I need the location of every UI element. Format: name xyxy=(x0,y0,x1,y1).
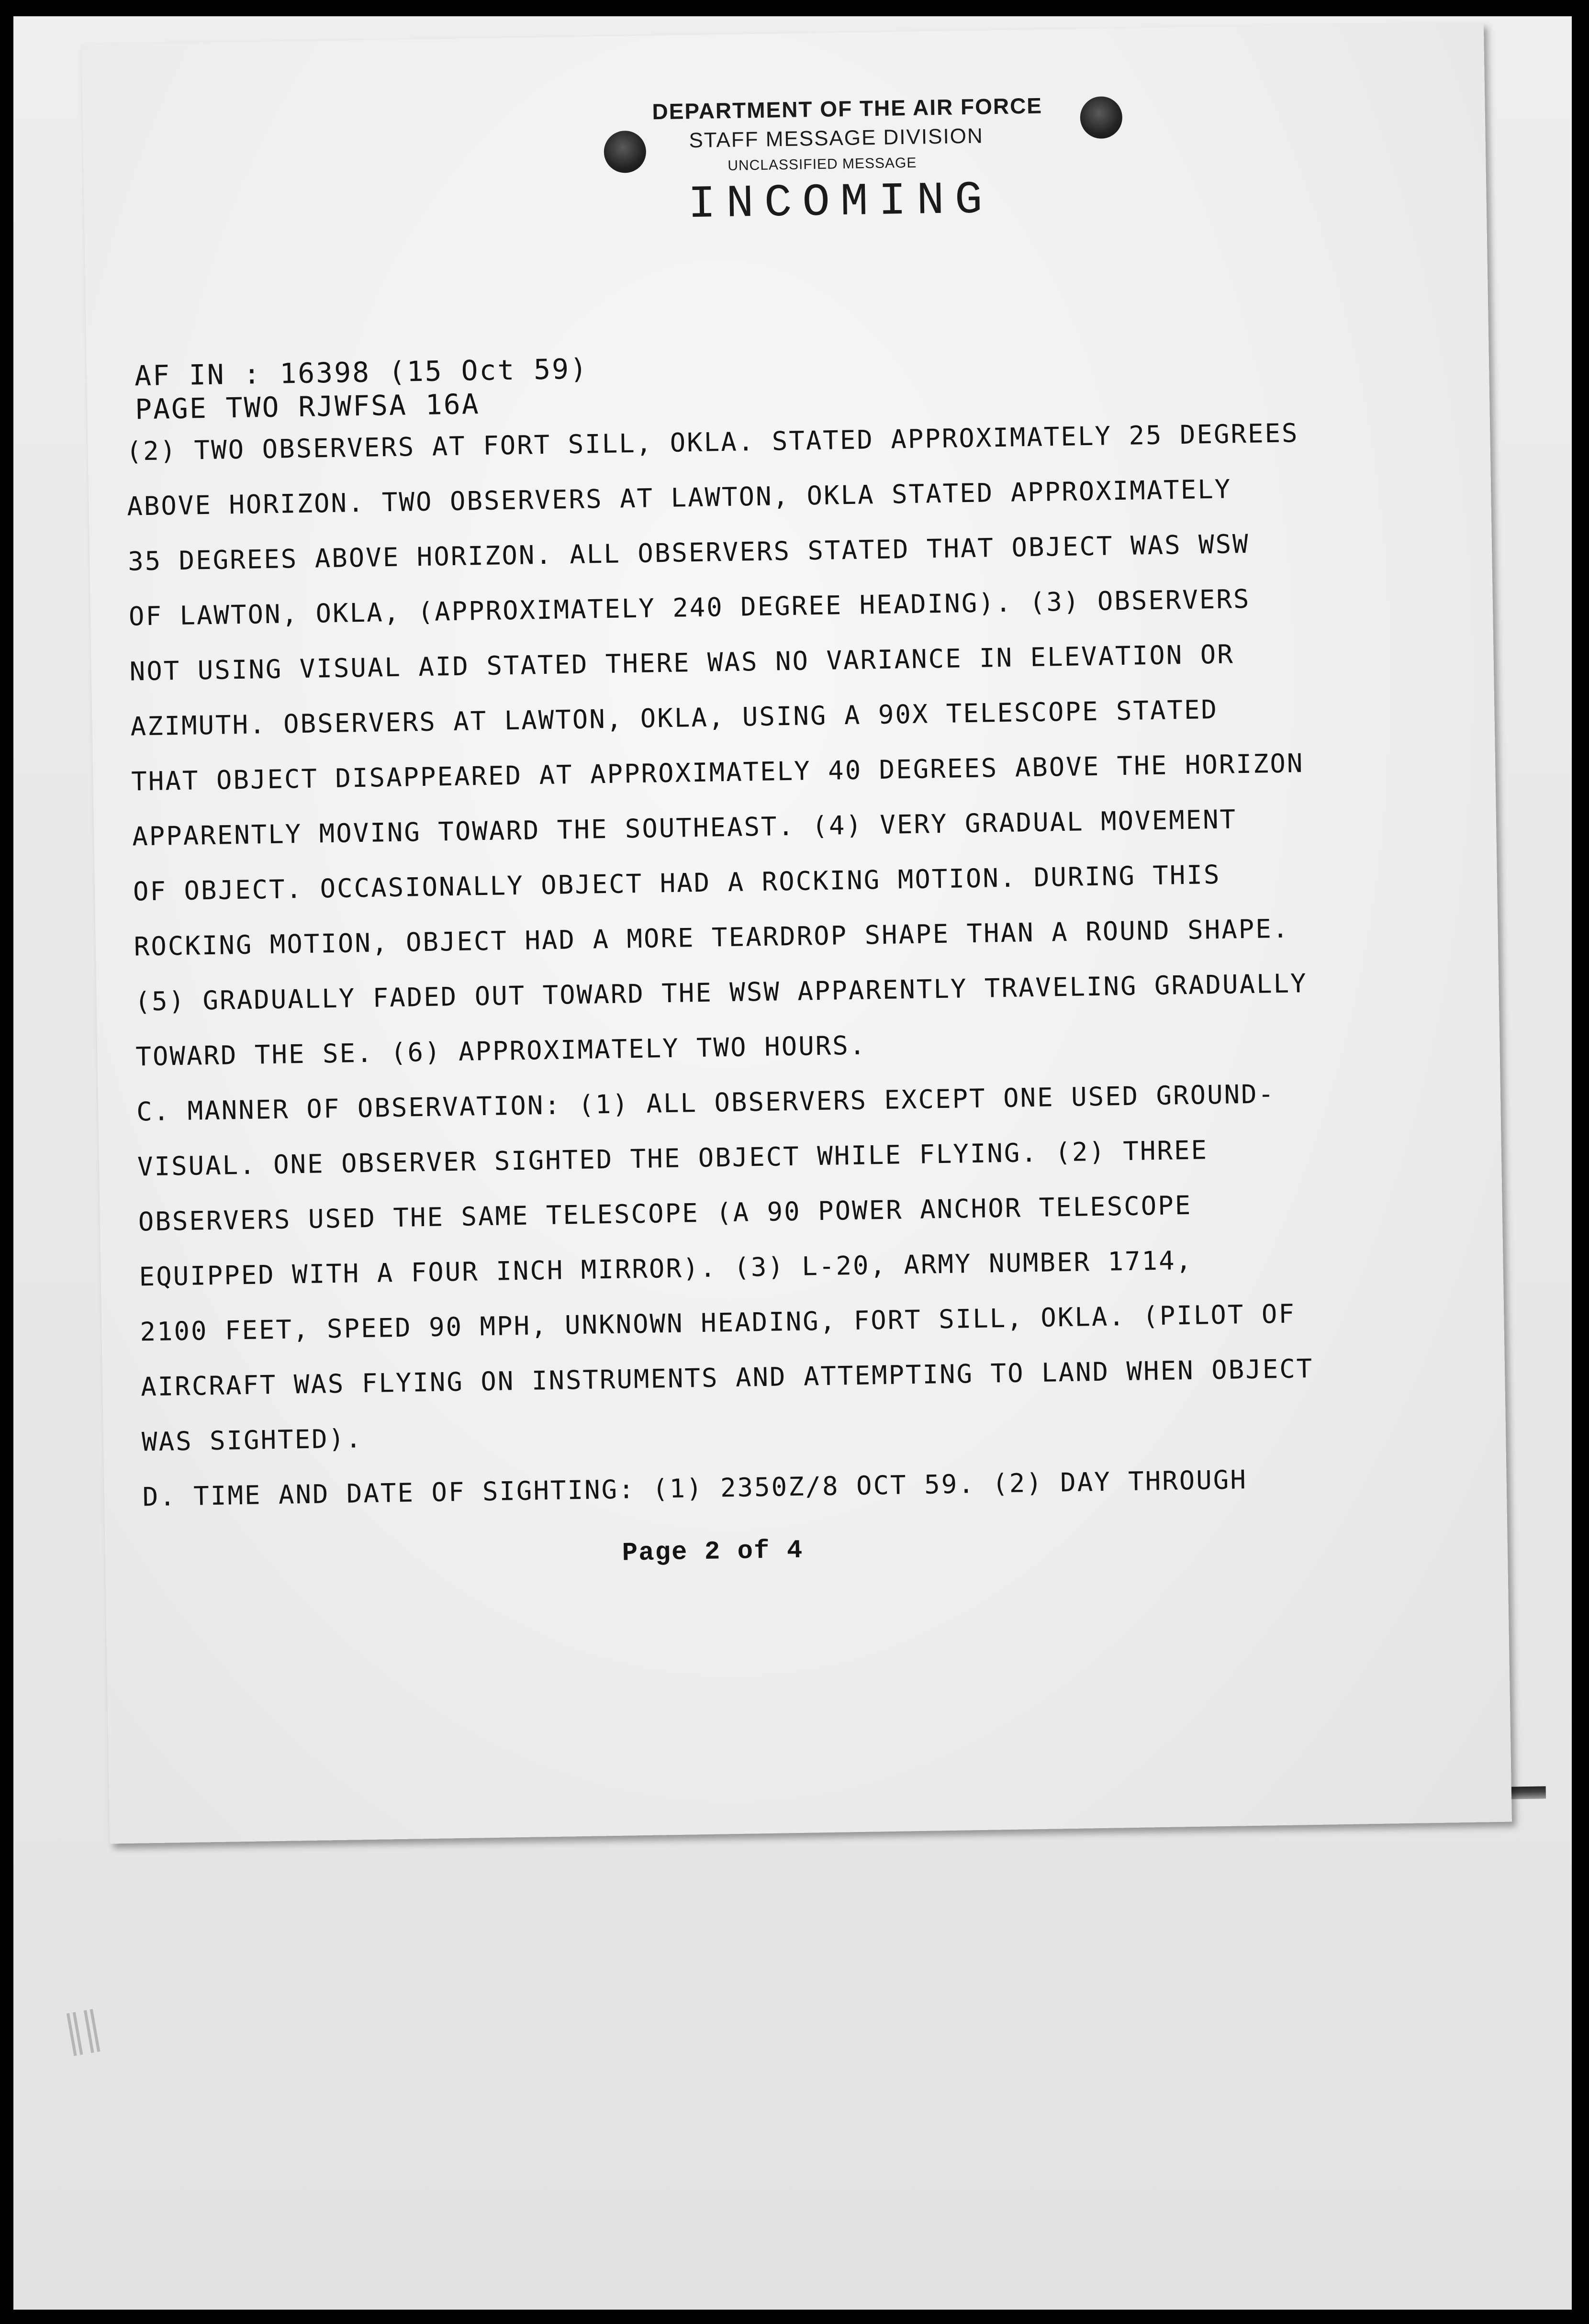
body-line: AZIMUTH. OBSERVERS AT LAWTON, OKLA, USING A 90X TELESCOPE STATED xyxy=(130,694,1219,742)
body-line: D. TIME AND DATE OF SIGHTING: (1) 2350Z/8 OCT 59. (2) DAY THROUGH xyxy=(142,1464,1248,1512)
page-routing-line: PAGE TWO RJWFSA 16A xyxy=(134,388,481,426)
message-in-number: AF IN : 16398 (15 Oct 59) xyxy=(134,352,589,392)
body-line: EQUIPPED WITH A FOUR INCH MIRROR). (3) L-20, ARMY NUMBER 1714, xyxy=(139,1245,1193,1292)
punch-hole-icon xyxy=(604,131,646,173)
punch-hole-icon xyxy=(1080,96,1122,139)
classification-label: UNCLASSIFIED MESSAGE xyxy=(727,155,917,174)
body-line: C. MANNER OF OBSERVATION: (1) ALL OBSERVERS EXCEPT ONE USED GROUND- xyxy=(136,1079,1276,1127)
body-line: 2100 FEET, SPEED 90 MPH, UNKNOWN HEADING, FORT SILL, OKLA. (PILOT OF xyxy=(139,1298,1296,1347)
body-line: THAT OBJECT DISAPPEARED AT APPROXIMATELY 40 DEGREES ABOVE THE HORIZON xyxy=(131,748,1304,797)
message-sheet xyxy=(81,22,1512,1844)
body-line: (2) TWO OBSERVERS AT FORT SILL, OKLA. STATED APPROXIMATELY 25 DEGREES xyxy=(126,418,1299,467)
body-line: OBSERVERS USED THE SAME TELESCOPE (A 90 POWER ANCHOR TELESCOPE xyxy=(138,1190,1192,1237)
page-number-footer: Page 2 of 4 xyxy=(622,1536,804,1568)
body-line: WAS SIGHTED). xyxy=(141,1423,363,1457)
division-heading: STAFF MESSAGE DIVISION xyxy=(689,124,984,153)
body-line: NOT USING VISUAL AID STATED THERE WAS NO VARIANCE IN ELEVATION OR xyxy=(129,639,1235,687)
body-line: 35 DEGREES ABOVE HORIZON. ALL OBSERVERS STATED THAT OBJECT WAS WSW xyxy=(127,528,1250,577)
body-line: ROCKING MOTION, OBJECT HAD A MORE TEARDROP SHAPE THAN A ROUND SHAPE. xyxy=(134,913,1290,962)
body-line: OF OBJECT. OCCASIONALLY OBJECT HAD A ROCKING MOTION. DURING THIS xyxy=(133,859,1221,907)
body-line: TOWARD THE SE. (6) APPROXIMATELY TWO HOURS. xyxy=(135,1030,867,1072)
body-line: ABOVE HORIZON. TWO OBSERVERS AT LAWTON, OKLA STATED APPROXIMATELY xyxy=(126,474,1232,522)
stray-mark: ‖‖ xyxy=(60,1996,107,2071)
body-line: (5) GRADUALLY FADED OUT TOWARD THE WSW APPARENTLY TRAVELING GRADUALLY xyxy=(134,968,1308,1017)
body-line: AIRCRAFT WAS FLYING ON INSTRUMENTS AND ATTEMPTING TO LAND WHEN OBJECT xyxy=(140,1353,1314,1402)
body-line: VISUAL. ONE OBSERVER SIGHTED THE OBJECT WHILE FLYING. (2) THREE xyxy=(137,1135,1209,1182)
incoming-title: INCOMING xyxy=(687,174,994,231)
body-line: APPARENTLY MOVING TOWARD THE SOUTHEAST. (4) VERY GRADUAL MOVEMENT xyxy=(132,804,1237,852)
body-line: OF LAWTON, OKLA, (APPROXIMATELY 240 DEGREE HEADING). (3) OBSERVERS xyxy=(128,583,1251,632)
department-heading: DEPARTMENT OF THE AIR FORCE xyxy=(652,93,1043,124)
